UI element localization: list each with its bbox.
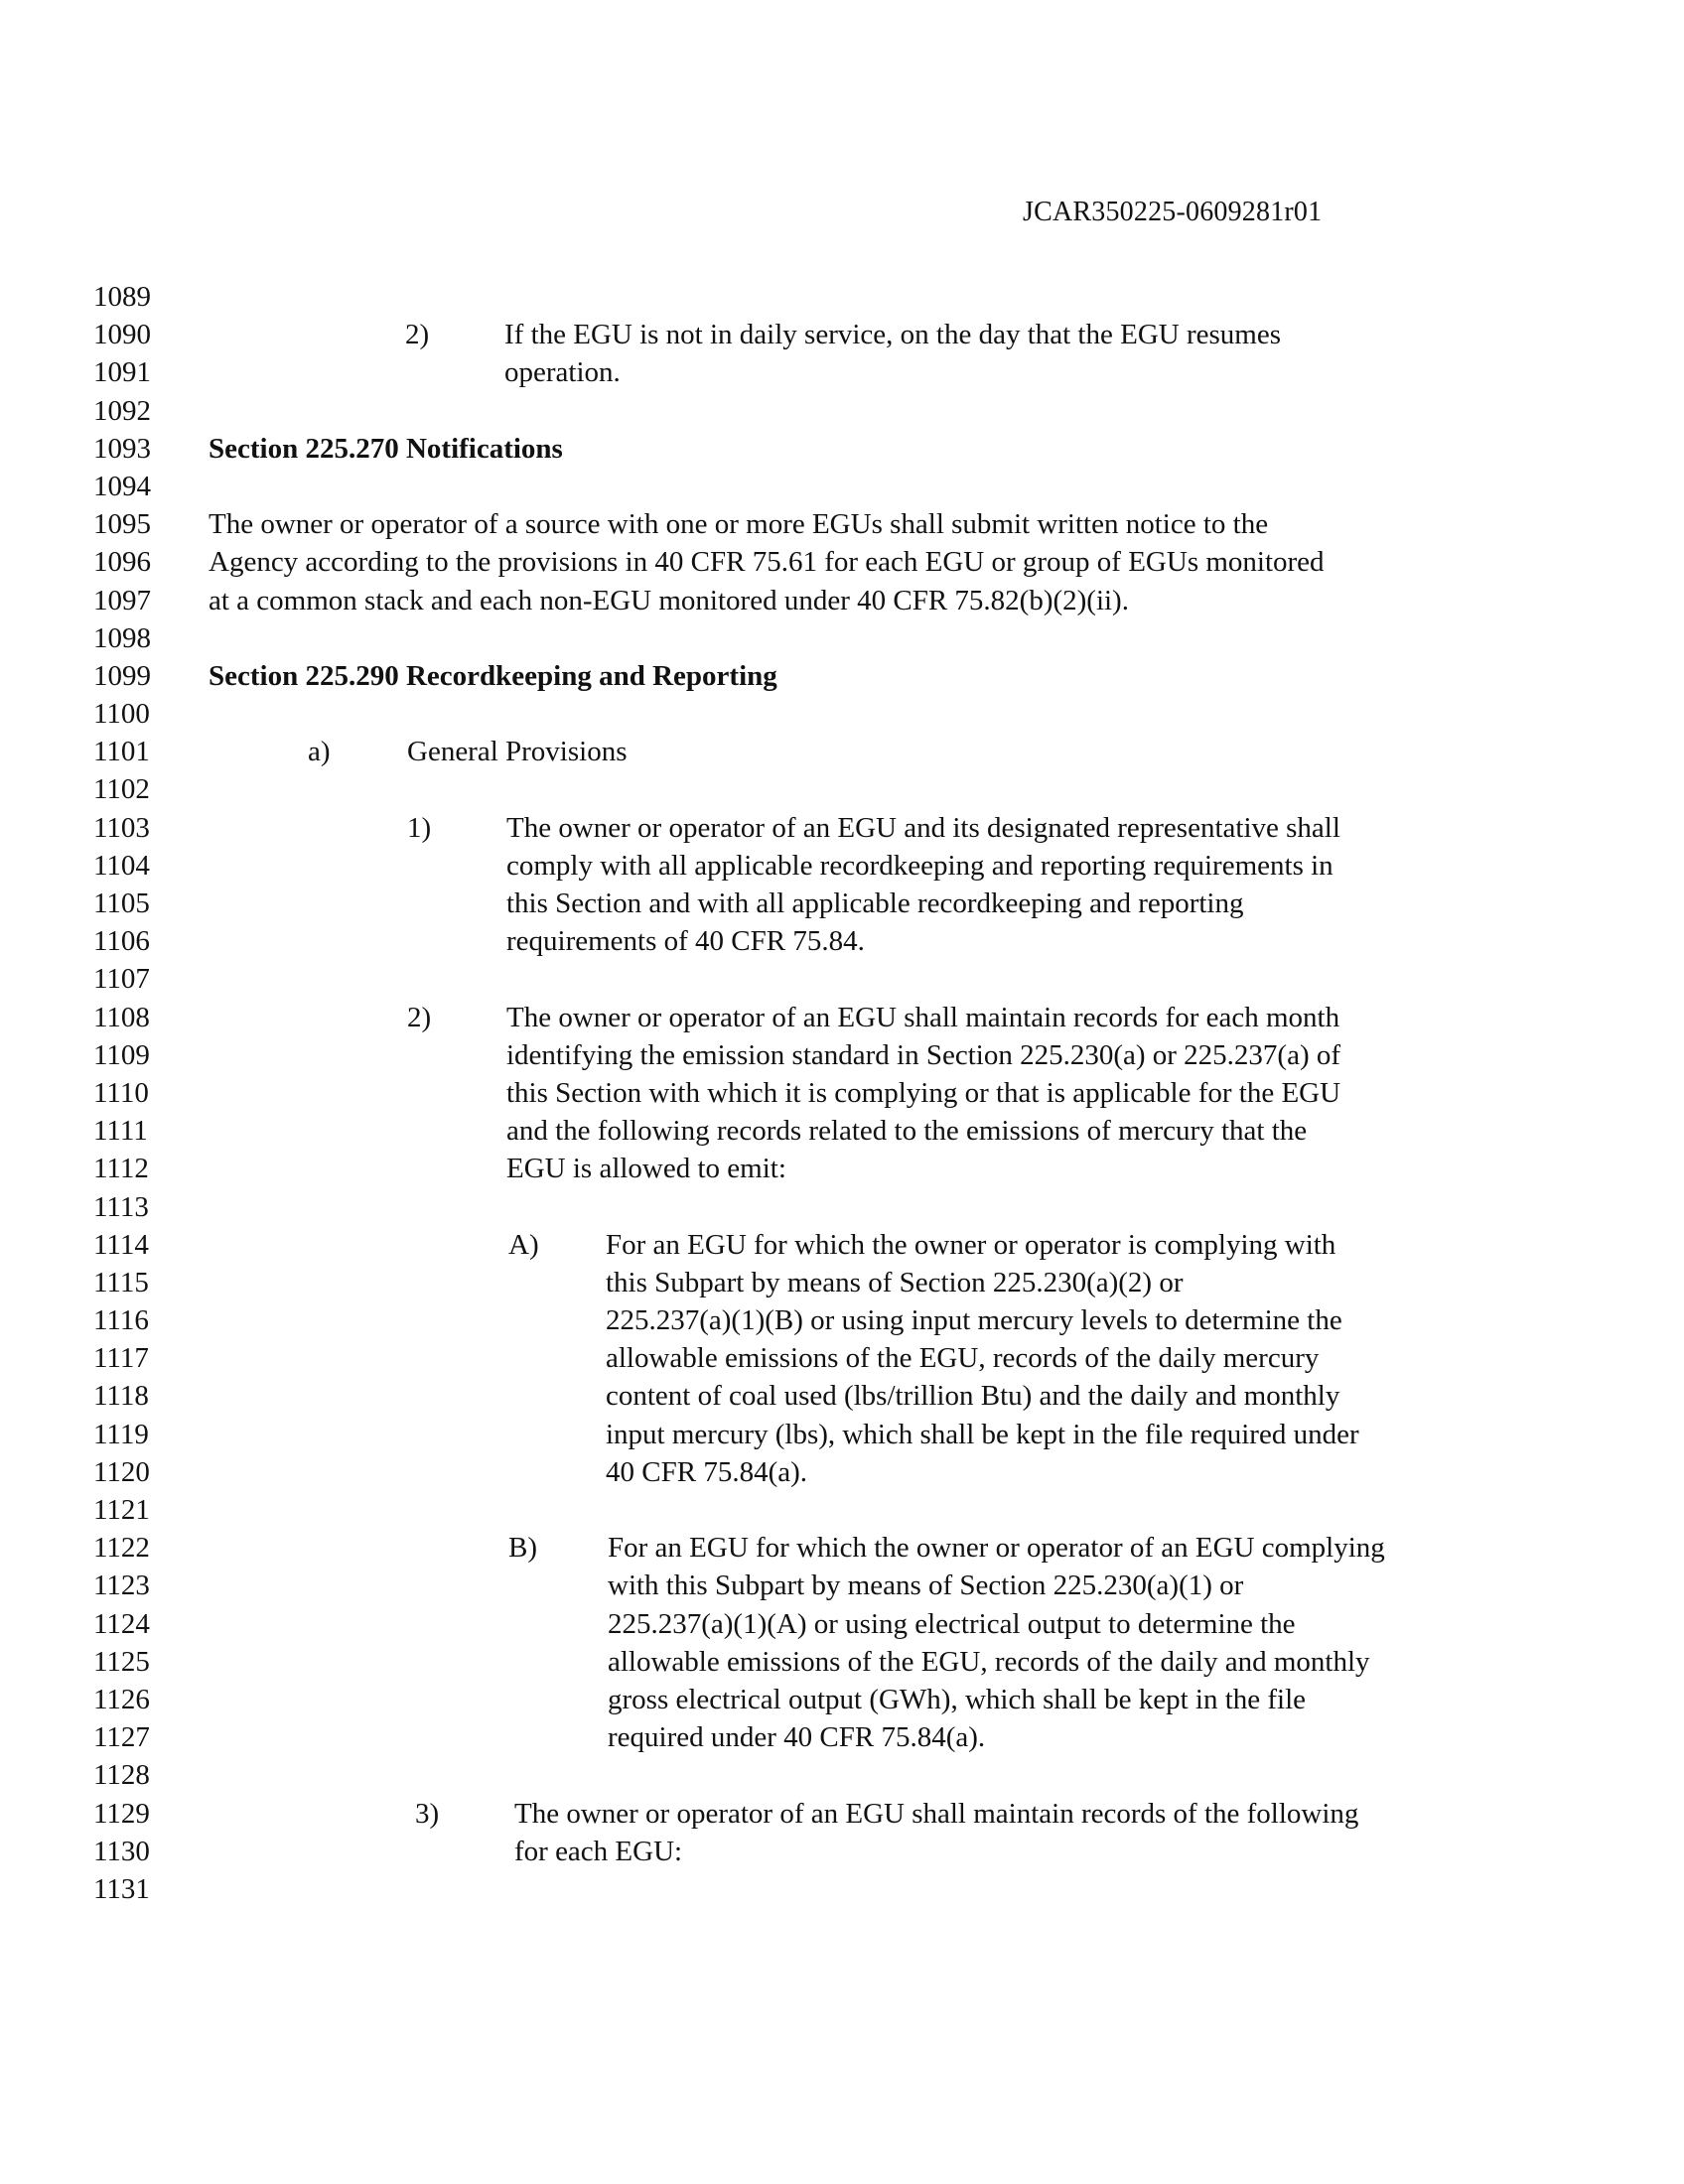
line-text: allowable emissions of the EGU, records of the daily and monthly xyxy=(608,1645,1370,1678)
line-number: 1101 xyxy=(93,736,150,768)
document-line xyxy=(0,1605,1684,1643)
list-label: 3) xyxy=(415,1797,440,1830)
line-number: 1106 xyxy=(93,925,150,958)
document-line xyxy=(0,922,1684,960)
line-text: 225.237(a)(1)(A) or using electrical output to determine the xyxy=(608,1607,1296,1640)
line-text: The owner or operator of an EGU shall maintain records for each month xyxy=(506,1001,1340,1033)
line-number: 1113 xyxy=(93,1190,149,1223)
line-text: comply with all applicable recordkeeping and reporting requirements in xyxy=(506,849,1333,882)
line-text: Agency according to the provisions in 40 CFR 75.61 for each EGU or group of EGUs monitored xyxy=(209,546,1325,579)
line-number: 1119 xyxy=(93,1418,149,1450)
list-label: B) xyxy=(508,1532,537,1565)
line-number: 1127 xyxy=(93,1721,150,1754)
line-number: 1111 xyxy=(93,1115,148,1148)
line-number: 1121 xyxy=(93,1494,150,1526)
line-number: 1125 xyxy=(93,1645,150,1678)
line-number: 1090 xyxy=(93,319,151,351)
line-number: 1126 xyxy=(93,1683,150,1715)
document-line xyxy=(0,430,1684,468)
document-line xyxy=(0,1150,1684,1187)
document-line xyxy=(0,1416,1684,1453)
document-line xyxy=(0,1795,1684,1833)
document-line xyxy=(0,1567,1684,1604)
section-heading: Section 225.270 Notifications xyxy=(209,432,563,465)
list-label: a) xyxy=(308,736,331,768)
line-number: 1096 xyxy=(93,546,151,579)
line-text: gross electrical output (GWh), which shall be kept in the file xyxy=(608,1683,1307,1715)
line-number: 1091 xyxy=(93,356,151,389)
line-text: identifying the emission standard in Section 225.230(a) or 225.237(a) of xyxy=(506,1038,1341,1071)
document-line xyxy=(0,770,1684,808)
document-line xyxy=(0,1036,1684,1074)
line-number: 1089 xyxy=(93,281,151,313)
line-number: 1120 xyxy=(93,1455,150,1488)
line-text: The owner or operator of a source with one or more EGUs shall submit written notice to the xyxy=(209,508,1269,541)
document-line xyxy=(0,278,1684,316)
line-number: 1128 xyxy=(93,1759,150,1792)
document-body xyxy=(0,278,1684,1908)
line-text: requirements of 40 CFR 75.84. xyxy=(506,925,865,958)
document-line xyxy=(0,1833,1684,1870)
line-text: 225.237(a)(1)(B) or using input mercury levels to determine the xyxy=(606,1304,1342,1337)
section-heading: Section 225.290 Recordkeeping and Reporting xyxy=(209,659,777,692)
line-text: EGU is allowed to emit: xyxy=(506,1153,786,1185)
line-number: 1097 xyxy=(93,584,151,616)
document-line xyxy=(0,1188,1684,1226)
document-line xyxy=(0,1529,1684,1567)
line-text: this Section with which it is complying or that is applicable for the EGU xyxy=(506,1076,1341,1109)
document-line xyxy=(0,1377,1684,1415)
line-number: 1104 xyxy=(93,849,150,882)
line-text: For an EGU for which the owner or operator is complying with xyxy=(606,1228,1336,1261)
list-label: 1) xyxy=(407,811,432,844)
line-number: 1107 xyxy=(93,963,150,996)
document-line xyxy=(0,543,1684,581)
document-line xyxy=(0,1112,1684,1150)
document-line xyxy=(0,695,1684,733)
document-line xyxy=(0,1491,1684,1529)
document-line xyxy=(0,582,1684,619)
line-number: 1094 xyxy=(93,470,151,502)
line-text: If the EGU is not in daily service, on the day that the EGU resumes xyxy=(504,319,1281,351)
line-number: 1129 xyxy=(93,1797,150,1830)
document-line xyxy=(0,1681,1684,1718)
document-line xyxy=(0,1301,1684,1339)
line-number: 1093 xyxy=(93,432,151,465)
line-text: General Provisions xyxy=(407,736,628,768)
list-label: A) xyxy=(508,1228,539,1261)
line-text: required under 40 CFR 75.84(a). xyxy=(608,1721,986,1754)
line-number: 1124 xyxy=(93,1607,150,1640)
line-text: for each EGU: xyxy=(514,1835,683,1867)
document-line xyxy=(0,1870,1684,1908)
line-number: 1103 xyxy=(93,811,150,844)
line-number: 1130 xyxy=(93,1835,150,1867)
line-number: 1095 xyxy=(93,508,151,541)
document-line xyxy=(0,809,1684,847)
line-number: 1122 xyxy=(93,1532,150,1565)
line-text: content of coal used (lbs/trillion Btu) and the daily and monthly xyxy=(606,1380,1340,1413)
line-text: allowable emissions of the EGU, records of the daily mercury xyxy=(606,1342,1320,1375)
list-label: 2) xyxy=(405,319,430,351)
document-line xyxy=(0,885,1684,922)
line-number: 1110 xyxy=(93,1076,149,1109)
line-number: 1131 xyxy=(93,1872,150,1905)
line-number: 1117 xyxy=(93,1342,149,1375)
document-line xyxy=(0,1339,1684,1377)
line-number: 1105 xyxy=(93,887,150,919)
line-text: at a common stack and each non-EGU monitored under 40 CFR 75.82(b)(2)(ii). xyxy=(209,584,1129,616)
line-text: this Subpart by means of Section 225.230(a)(2) or xyxy=(606,1266,1184,1298)
line-number: 1099 xyxy=(93,659,151,692)
line-text: For an EGU for which the owner or operator of an EGU complying xyxy=(608,1532,1385,1565)
line-text: and the following records related to the emissions of mercury that the xyxy=(506,1115,1308,1148)
line-text: input mercury (lbs), which shall be kept in the file required under xyxy=(606,1418,1359,1450)
line-text: The owner or operator of an EGU and its designated representative shall xyxy=(506,811,1340,844)
document-line xyxy=(0,1453,1684,1491)
document-line xyxy=(0,1718,1684,1756)
line-number: 1123 xyxy=(93,1570,150,1602)
line-text: 40 CFR 75.84(a). xyxy=(606,1455,807,1488)
document-line xyxy=(0,1643,1684,1681)
line-text: operation. xyxy=(504,356,621,389)
line-number: 1115 xyxy=(93,1266,149,1298)
document-line xyxy=(0,1226,1684,1264)
document-line xyxy=(0,960,1684,998)
document-id: JCAR350225-0609281r01 xyxy=(1023,197,1323,227)
line-number: 1102 xyxy=(93,773,150,806)
document-line xyxy=(0,999,1684,1036)
line-text: with this Subpart by means of Section 225.230(a)(1) or xyxy=(608,1570,1244,1602)
document-line xyxy=(0,468,1684,505)
document-line xyxy=(0,619,1684,657)
line-number: 1116 xyxy=(93,1304,149,1337)
document-line xyxy=(0,1264,1684,1301)
document-line xyxy=(0,392,1684,430)
line-number: 1100 xyxy=(93,698,150,731)
document-line xyxy=(0,353,1684,391)
list-label: 2) xyxy=(407,1001,432,1033)
document-line xyxy=(0,505,1684,543)
document-line xyxy=(0,733,1684,770)
line-number: 1118 xyxy=(93,1380,149,1413)
line-number: 1092 xyxy=(93,394,151,427)
document-line xyxy=(0,657,1684,695)
document-line xyxy=(0,847,1684,885)
line-number: 1114 xyxy=(93,1228,149,1261)
document-line xyxy=(0,316,1684,353)
line-number: 1098 xyxy=(93,621,151,654)
document-line xyxy=(0,1074,1684,1112)
line-number: 1108 xyxy=(93,1001,150,1033)
line-text: The owner or operator of an EGU shall maintain records of the following xyxy=(514,1797,1359,1830)
document-line xyxy=(0,1756,1684,1794)
line-number: 1109 xyxy=(93,1038,150,1071)
line-number: 1112 xyxy=(93,1153,149,1185)
line-text: this Section and with all applicable recordkeeping and reporting xyxy=(506,887,1244,919)
